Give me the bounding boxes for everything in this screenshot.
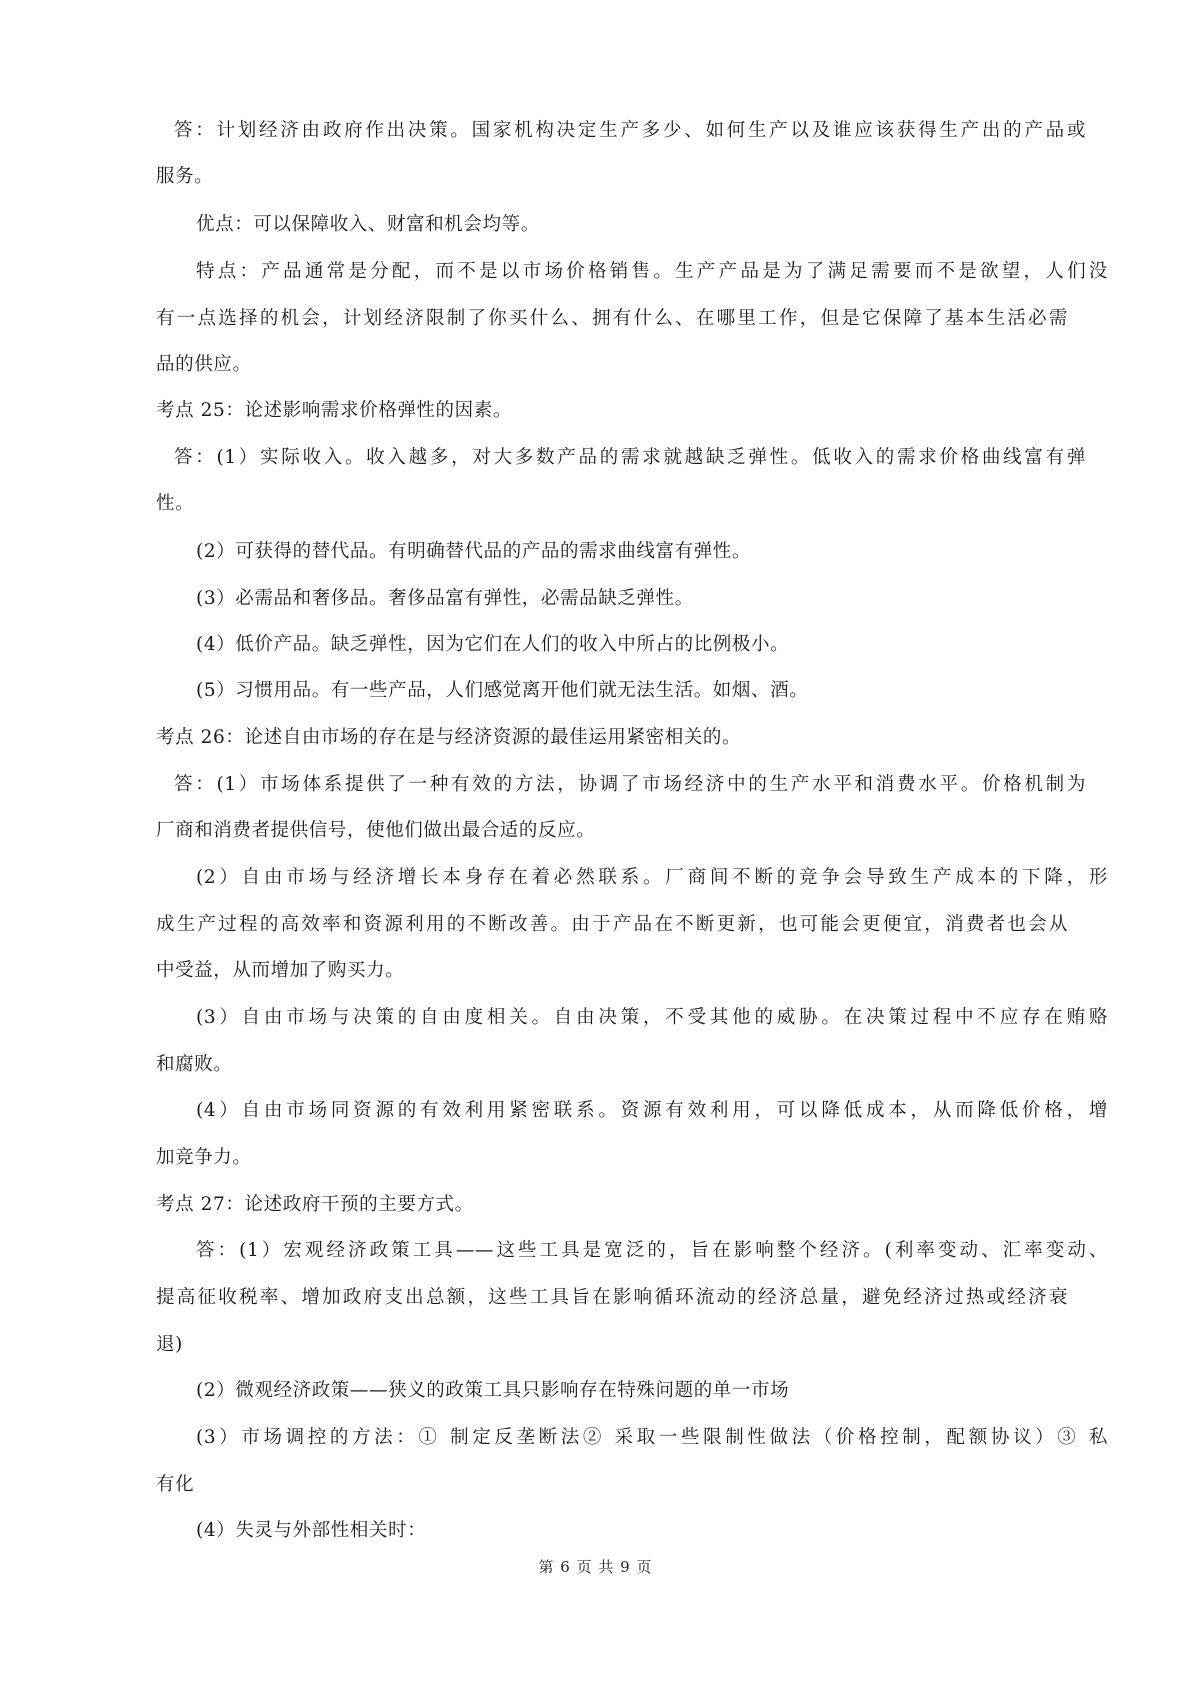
- text-line: (4）失灵与外部性相关时：: [196, 1520, 427, 1541]
- text-line: 答：(1）宏观经济政策工具——这些工具是宽泛的，旨在影响整个经济。(利率变动、汇率变动、: [196, 1240, 1108, 1261]
- text-line: (3）市场调控的方法：① 制定反垄断法② 采取一些限制性做法（价格控制，配额协议）③ 私: [196, 1427, 1108, 1448]
- text-line: 答：(1）实际收入。收入越多，对大多数产品的需求就越缺乏弹性。低收入的需求价格曲线富有弹: [174, 447, 1086, 468]
- text-line: 加竞争力。: [156, 1147, 252, 1168]
- text-line: (2）微观经济政策——狭义的政策工具只影响存在特殊问题的单一市场: [196, 1380, 790, 1401]
- text-line: 性。: [156, 493, 195, 514]
- text-line: (4）自由市场同资源的有效利用紧密联系。资源有效利用，可以降低成本，从而降低价格，增: [196, 1100, 1108, 1121]
- text-line: 服务。: [156, 166, 214, 187]
- text-line: (5）习惯用品。有一些产品，人们感觉离开他们就无法生活。如烟、酒。: [196, 680, 809, 701]
- text-line: 优点：可以保障收入、财富和机会均等。: [196, 214, 540, 235]
- text-line: 提高征收税率、增加政府支出总额，这些工具旨在影响循环流动的经济总量，避免经济过热或经济衰: [156, 1287, 1068, 1308]
- text-line: 厂商和消费者提供信号，使他们做出最合适的反应。: [156, 820, 596, 841]
- text-line: 有化: [156, 1474, 195, 1495]
- text-line: (2）可获得的替代品。有明确替代品的产品的需求曲线富有弹性。: [196, 541, 751, 562]
- text-line: 答：(1）市场体系提供了一种有效的方法，协调了市场经济中的生产水平和消费水平。价格机制为: [174, 774, 1086, 795]
- text-line: 有一点选择的机会，计划经济限制了你买什么、拥有什么、在哪里工作，但是它保障了基本生活必需: [156, 308, 1068, 329]
- text-line: 中受益，从而增加了购买力。: [156, 960, 405, 981]
- page-footer: 第 6 页 共 9 页: [538, 1558, 653, 1576]
- text-line: 成生产过程的高效率和资源利用的不断改善。由于产品在不断更新，也可能会更便宜，消费者也会从: [156, 914, 1068, 935]
- text-line: 考点 26：论述自由市场的存在是与经济资源的最佳运用紧密相关的。: [156, 727, 742, 748]
- text-line: 考点 25：论述影响需求价格弹性的因素。: [156, 400, 512, 421]
- text-line: 品的供应。: [156, 354, 252, 375]
- text-line: 答：计划经济由政府作出决策。国家机构决定生产多少、如何生产以及谁应该获得生产出的产品或: [174, 120, 1086, 141]
- text-line: 考点 27：论述政府干预的主要方式。: [156, 1194, 474, 1215]
- text-line: (4）低价产品。缺乏弹性，因为它们在人们的收入中所占的比例极小。: [196, 634, 790, 655]
- text-line: (3）必需品和奢侈品。奢侈品富有弹性，必需品缺乏弹性。: [196, 588, 694, 609]
- text-line: 退): [156, 1334, 183, 1355]
- text-line: (3）自由市场与决策的自由度相关。自由决策，不受其他的威胁。在决策过程中不应存在贿赂: [196, 1007, 1108, 1028]
- text-line: 和腐败。: [156, 1054, 233, 1075]
- text-line: (2）自由市场与经济增长本身存在着必然联系。厂商间不断的竞争会导致生产成本的下降，形: [196, 867, 1108, 888]
- text-line: 特点：产品通常是分配，而不是以市场价格销售。生产产品是为了满足需要而不是欲望，人们没: [196, 261, 1108, 282]
